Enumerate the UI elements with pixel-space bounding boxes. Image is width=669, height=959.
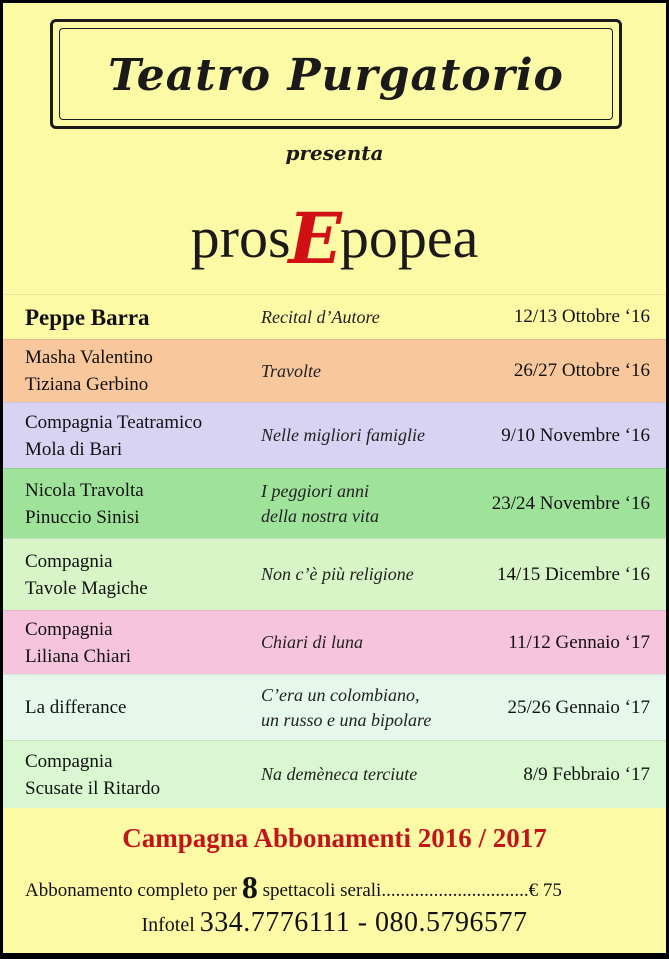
title-line1: Nelle migliori famiglie	[261, 425, 425, 445]
artist-line1: Compagnia	[25, 618, 113, 640]
event-date: 11/12 Gennaio ‘17	[508, 631, 650, 653]
event-row	[3, 674, 666, 740]
subscription-line	[25, 869, 660, 906]
event-date: 25/26 Gennaio ‘17	[507, 696, 650, 718]
event-artist	[25, 403, 255, 468]
campaign-heading: Campagna Abbonamenti 2016 / 2017	[122, 823, 547, 853]
event-date: 8/9 Febbraio ‘17	[523, 763, 650, 785]
title-line1: C’era un colombiano,	[261, 684, 420, 705]
artist-line1: Compagnia	[25, 750, 113, 772]
presenta-label: presenta	[285, 141, 384, 165]
artist-line2: Liliana Chiari	[25, 645, 132, 667]
event-title	[261, 741, 471, 808]
event-title	[261, 611, 471, 674]
artist-line1: Compagnia	[25, 550, 113, 572]
event-row	[3, 402, 666, 468]
title-line1: Recital d’Autore	[261, 306, 380, 327]
event-artist	[25, 539, 255, 610]
event-date: 9/10 Novembre ‘16	[501, 424, 650, 446]
event-row	[3, 468, 666, 538]
event-title	[261, 295, 471, 339]
show-name-part2: popea	[339, 205, 479, 270]
artist-line2: Scusate il Ritardo	[25, 777, 161, 799]
title-line1: Non c’è più religione	[261, 564, 414, 584]
event-row	[3, 538, 666, 610]
subscription-suffix: spettacoli serali...............................€ 75	[262, 880, 562, 901]
artist-line2: Mola di Bari	[25, 438, 123, 460]
infotel-line	[3, 907, 666, 939]
event-row	[3, 740, 666, 808]
event-row	[3, 294, 666, 339]
event-artist	[25, 469, 255, 538]
artist-line2: Tavole Magiche	[25, 577, 148, 599]
show-name-part1: pros	[190, 205, 291, 270]
event-row	[3, 339, 666, 402]
event-title	[261, 675, 471, 740]
artist-line1: Peppe Barra	[25, 304, 150, 330]
event-date: 14/15 Dicembre ‘16	[496, 563, 650, 585]
event-artist	[25, 340, 255, 402]
subscription-number: 8	[241, 869, 258, 905]
artist-line1: Compagnia Teatramico	[25, 411, 203, 433]
show-name	[3, 191, 666, 280]
title-line1: Na demèneca terciute	[261, 764, 418, 784]
event-date: 12/13 Ottobre ‘16	[513, 306, 650, 327]
event-artist	[25, 611, 255, 674]
events-list	[3, 294, 666, 808]
title-line1: Travolte	[261, 360, 322, 381]
artist-line1: Nicola Travolta	[25, 479, 144, 501]
subscription-prefix: Abbonamento completo per	[25, 880, 238, 901]
event-row	[3, 610, 666, 674]
artist-line1: Masha Valentino	[25, 347, 153, 368]
title-line2: un russo e una bipolare	[261, 709, 432, 730]
title-line1: Chiari di luna	[261, 632, 364, 652]
title-frame	[50, 19, 622, 129]
event-artist	[25, 295, 255, 339]
event-title	[261, 340, 471, 402]
show-name-e: E	[288, 197, 342, 280]
event-artist	[25, 675, 255, 740]
event-artist	[25, 741, 255, 808]
title-line2: della nostra vita	[261, 505, 379, 526]
artist-line2: Pinuccio Sinisi	[25, 506, 140, 528]
title-line1: I peggiori anni	[261, 480, 369, 501]
artist-line1: La differance	[25, 697, 127, 718]
poster	[3, 3, 666, 953]
phone-numbers: 334.7776111 - 080.5796577	[199, 907, 528, 938]
artist-line2: Tiziana Gerbino	[25, 374, 149, 395]
event-date: 26/27 Ottobre ‘16	[513, 360, 650, 381]
event-title	[261, 469, 471, 538]
event-title	[261, 539, 471, 610]
theatre-title: Teatro Purgatorio	[108, 50, 564, 101]
event-date: 23/24 Novembre ‘16	[491, 492, 650, 514]
infotel-label: Infotel	[141, 914, 195, 936]
event-title	[261, 403, 471, 468]
